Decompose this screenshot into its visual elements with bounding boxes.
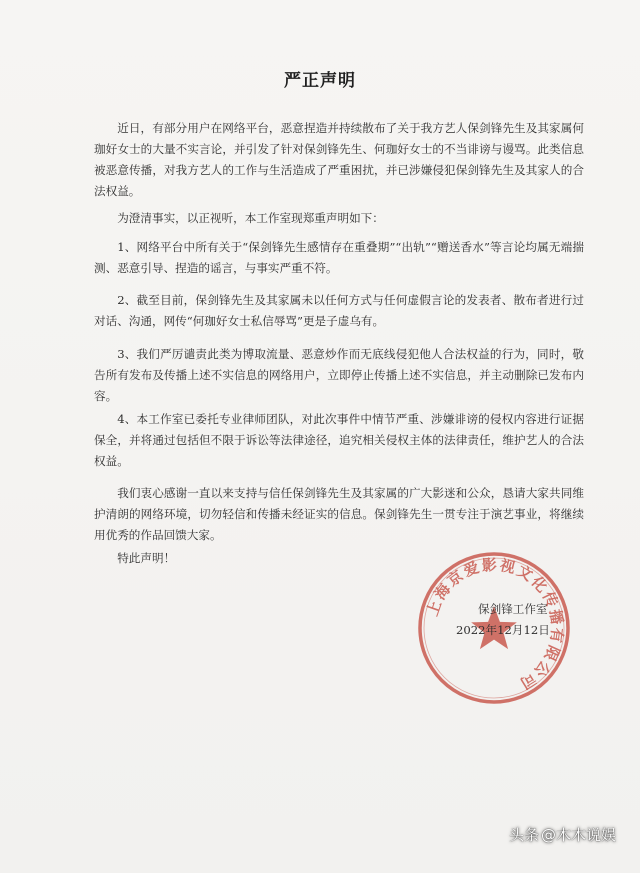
- paragraph-closing: 特此声明！: [117, 551, 176, 565]
- statement-item-2: 2、截至目前，保剑锋先生及其家属未以任何方式与任何虚假言论的发表者、散布者进行过对话、沟通，网传“何珈好女士私信辱骂”更是子虚乌有。: [94, 293, 584, 328]
- statement-item-4: 4、本工作室已委托专业律师团队，对此次事件中情节严重、涉嫌诽谤的侵权内容进行证据保全，并将通过包括但不限于诉讼等法律途径，追究相关侵权主体的法律责任，维护艺人的合法权益。: [94, 412, 584, 468]
- document-title: 严正声明: [284, 71, 356, 91]
- statement-item-3: 3、我们严厉谴责此类为博取流量、恶意炒作而无底线侵犯他人合法权益的行为，同时，敬告所有发布及传播上述不实信息的网络用户，立即停止传播上述不实信息，并主动删除已发布内容。: [94, 347, 584, 403]
- paragraph-thanks: 我们衷心感谢一直以来支持与信任保剑锋先生及其家属的广大影迷和公众，恳请大家共同维护清朗的网络环境，切勿轻信和传播未经证实的信息。保剑锋先生一贯专注于演艺事业，将继续用优秀的作品回馈大家。: [94, 486, 584, 542]
- watermark-author: @木木说娱: [540, 826, 616, 844]
- paragraph-intro: 近日，有部分用户在网络平台，恶意捏造并持续散布了关于我方艺人保剑锋先生及其家属何珈好女士的大量不实言论，并引发了针对保剑锋先生、何珈好女士的不当诽谤与谩骂。此类信息被恶意传播，对我方艺人的工作与生活造成了严重困扰，并已涉嫌侵犯保剑锋先生及其家人的合法权益。: [94, 121, 584, 198]
- paragraph-clarify: 为澄清事实，以正视听，本工作室现郑重声明如下：: [117, 211, 384, 225]
- source-watermark: [509, 824, 618, 845]
- statement-item-1: 1、网络平台中所有关于“保剑锋先生感情存在重叠期”“出轨”“赠送香水”等言论均属无端揣测、恶意引导、捏造的谣言，与事实严重不符。: [94, 240, 584, 275]
- watermark-brand: 头条: [508, 826, 539, 844]
- signature-studio: 保剑锋工作室: [478, 602, 548, 616]
- seal-text: 上海京爱影视文化传播有限公司: [423, 555, 567, 694]
- signature-date: 2022年12月12日: [456, 623, 550, 637]
